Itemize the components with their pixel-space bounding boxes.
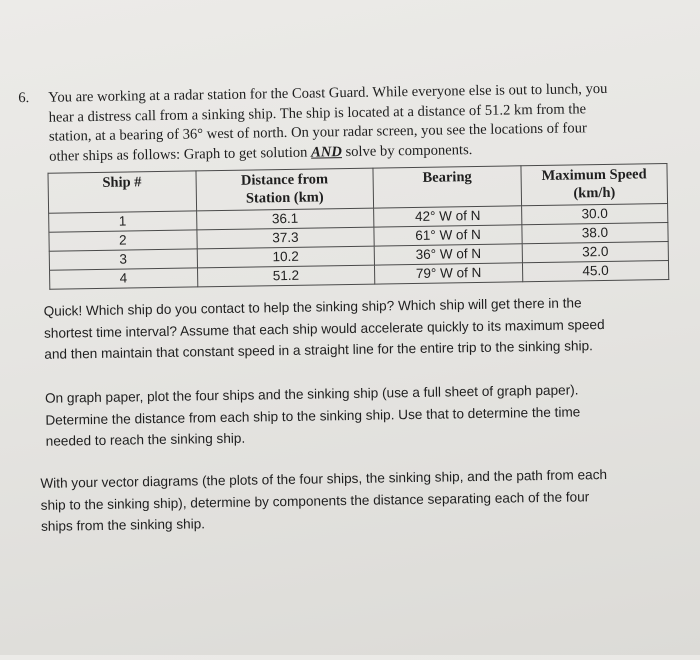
header-speed	[521, 164, 668, 206]
header-distance-line1: Distance from	[240, 171, 329, 189]
paragraph-line: needed to reach the sinking ship.	[45, 430, 246, 449]
problem-line-start: other ships as follows: Graph to get solution	[49, 144, 312, 165]
header-speed-line2: (km/h)	[573, 184, 616, 202]
problem-line-end: solve by components.	[341, 141, 473, 160]
cell-speed: 45.0	[522, 260, 668, 281]
paragraph-graph-paper	[45, 378, 686, 453]
paragraph-line: Determine the distance from each ship to the sinking ship. Use that to determine the time	[45, 403, 581, 428]
paragraph-quick	[44, 291, 685, 366]
cell-distance: 10.2	[197, 246, 375, 268]
header-speed-line1: Maximum Speed	[541, 166, 647, 184]
header-ship-label: Ship #	[102, 174, 142, 191]
paragraph-line: ship to the sinking ship), determine by components the distance separating each of the four	[40, 488, 590, 513]
problem-line: station, at a bearing of 36° west of north. On your radar screen, you see the locations of four	[48, 120, 587, 145]
cell-distance: 36.1	[196, 208, 374, 230]
problem-statement	[18, 79, 659, 167]
header-distance-line2: Station (km)	[245, 189, 324, 207]
cell-ship: 2	[49, 230, 197, 251]
ship-data-table	[47, 163, 669, 290]
header-bearing	[373, 166, 521, 208]
cell-ship: 4	[50, 268, 198, 289]
header-distance	[196, 168, 374, 211]
cell-ship: 3	[49, 249, 197, 270]
paragraph-line: On graph paper, plot the four ships and the sinking ship (use a full sheet of graph paper).	[44, 382, 579, 406]
header-bearing-label: Bearing	[422, 169, 472, 186]
cell-ship: 1	[49, 211, 197, 232]
cell-bearing: 36° W of N	[374, 244, 522, 265]
paragraph-line: shortest time interval? Assume that each ship would accelerate quickly to its maximum speed	[43, 316, 605, 341]
cell-distance: 51.2	[197, 265, 375, 287]
cell-speed: 38.0	[522, 222, 668, 243]
paragraph-vector-diagrams	[40, 463, 681, 538]
cell-speed: 32.0	[522, 241, 668, 262]
cell-bearing: 61° W of N	[374, 225, 522, 246]
cell-distance: 37.3	[196, 227, 374, 249]
cell-bearing: 79° W of N	[375, 263, 523, 284]
header-ship	[48, 171, 196, 213]
emphasis-and: AND	[310, 143, 342, 161]
problem-number: 6.	[18, 90, 30, 107]
cell-speed: 30.0	[522, 203, 668, 224]
cell-bearing: 42° W of N	[374, 206, 522, 227]
paragraph-line: and then maintain that constant speed in a straight line for the entire trip to the sinking ship.	[44, 338, 594, 362]
paragraph-line: Quick! Which ship do you contact to help the sinking ship? Which ship will get there in the	[43, 295, 582, 319]
paragraph-line: With your vector diagrams (the plots of the four ships, the sinking ship, and the path from each	[40, 466, 608, 491]
problem-line: You are working at a radar station for the Coast Guard. While everyone else is out to lunch, you	[48, 80, 608, 106]
problem-line: hear a distress call from a sinking ship. The ship is located at a distance of 51.2 km from the	[48, 100, 587, 126]
paragraph-line: ships from the sinking ship.	[40, 516, 206, 534]
